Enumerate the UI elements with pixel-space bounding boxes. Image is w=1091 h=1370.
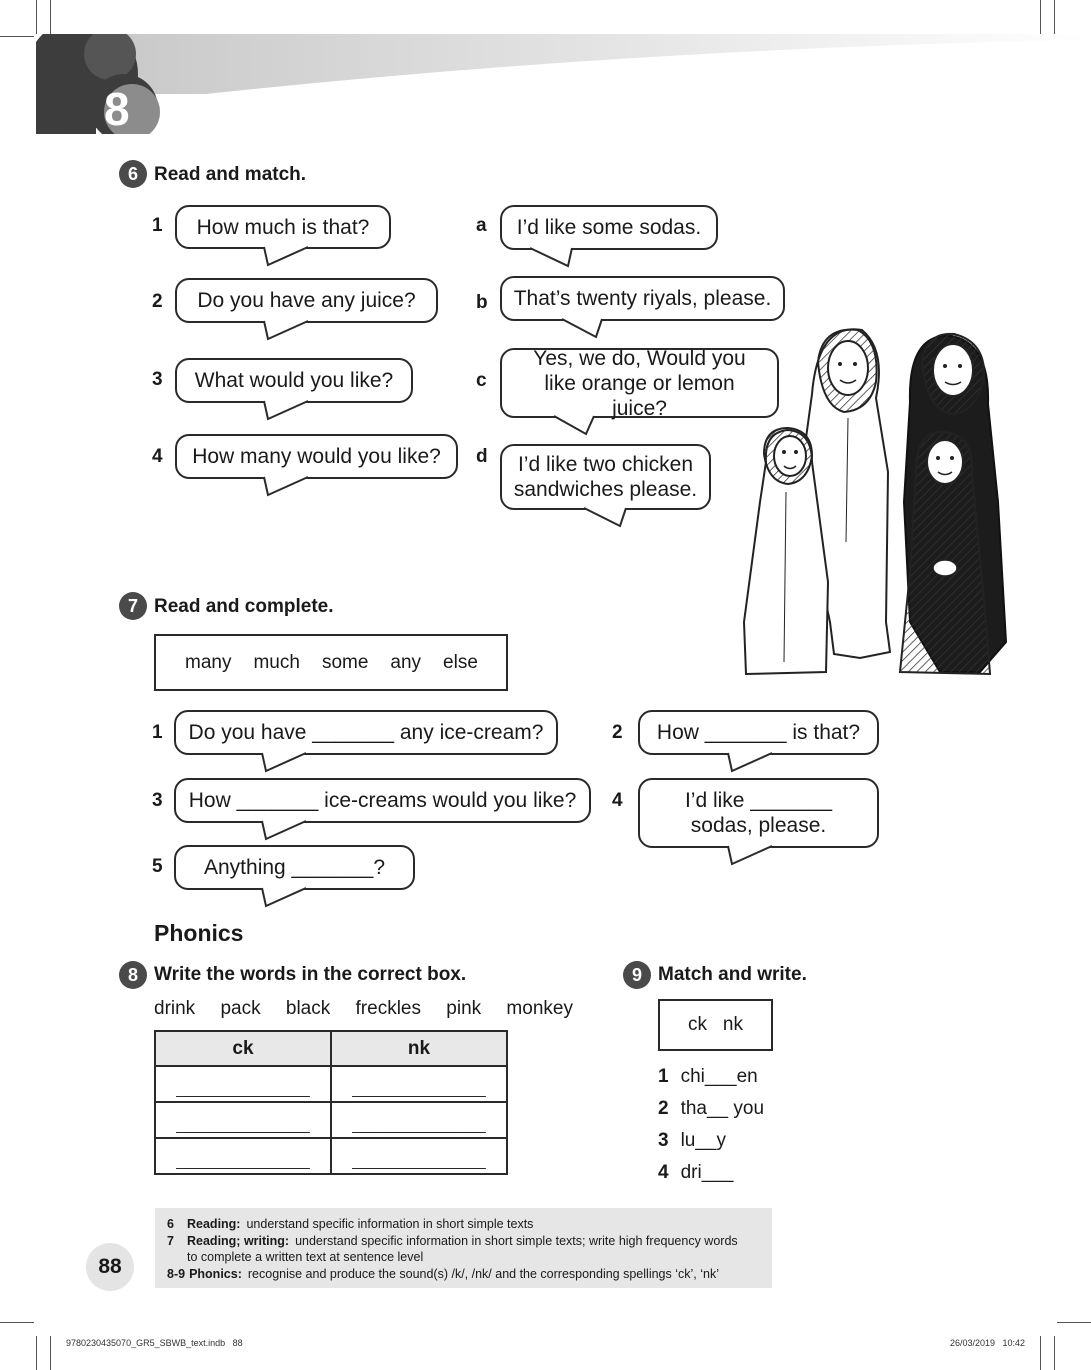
bubble-text: I’d like _______ sodas, please. [684, 789, 833, 837]
word: pack [220, 998, 261, 1019]
bubble-tail [260, 820, 310, 842]
header-band [36, 34, 1091, 134]
family-illustration [740, 322, 1010, 684]
match-item: 3 lu__y [658, 1130, 726, 1151]
page-number: 88 [86, 1243, 134, 1291]
match-item: 2 tha__ you [658, 1098, 765, 1119]
spelling-box [658, 999, 773, 1051]
exercise-8-badge: 8 [119, 961, 147, 989]
question-number: 4 [152, 446, 163, 467]
item-number: 2 [612, 722, 623, 743]
word: any [390, 651, 422, 673]
item-number: 3 [152, 790, 163, 811]
word-box [154, 634, 508, 691]
item-number: 4 [612, 790, 623, 811]
bubble-tail [262, 246, 312, 268]
bubble-tail [262, 320, 312, 342]
answer-cell[interactable]: ________________ [155, 1102, 331, 1138]
word: freckles [355, 998, 421, 1019]
bubble-tail [528, 247, 578, 269]
bubble-text: What would you like? [194, 369, 394, 392]
answer-cell[interactable]: ________________ [331, 1102, 507, 1138]
speech-bubble [174, 710, 558, 755]
answer-letter: a [476, 215, 487, 236]
exercise-9-badge: 9 [623, 961, 651, 989]
word: monkey [506, 998, 573, 1019]
crop-mark [50, 0, 51, 34]
bubble-tail [262, 400, 312, 422]
bubble-tail [262, 476, 312, 498]
item-number: 5 [152, 856, 163, 877]
bubble-text: How _______ ice-creams would you like? [188, 789, 577, 812]
column-header: ck [155, 1031, 331, 1066]
match-item: 1 chi___en [658, 1066, 758, 1087]
crop-mark [36, 1336, 37, 1370]
bubble-text: I’d like some sodas. [516, 216, 702, 239]
word: many [185, 651, 232, 673]
crop-mark [1054, 0, 1055, 34]
objectives-box [155, 1208, 772, 1288]
objective-line: to complete a written text at sentence level [187, 1250, 424, 1264]
bubble-text: That’s twenty riyals, please. [513, 287, 772, 310]
speech-bubble [638, 710, 879, 755]
word: black [285, 998, 331, 1019]
bubble-text: How _______ is that? [656, 721, 861, 744]
bubble-text: Yes, we do, Would you like orange or lemon juice? [533, 346, 746, 420]
speech-bubble [500, 348, 779, 418]
speech-bubble [175, 278, 438, 323]
speech-bubble [174, 845, 415, 890]
speech-bubble [175, 205, 391, 249]
objective-line: 7 Reading; writing: understand specific information in short simple texts; write high frequency words [167, 1234, 738, 1248]
answer-letter: d [476, 446, 488, 467]
answer-cell[interactable]: ________________ [331, 1138, 507, 1174]
bubble-tail [582, 507, 632, 529]
speech-bubble [175, 434, 458, 479]
exercise-6-title: Read and match. [154, 164, 307, 185]
bubble-text: Anything _______? [204, 856, 385, 879]
match-item: 4 dri___ [658, 1162, 734, 1183]
bubble-text: Do you have _______ any ice-cream? [188, 721, 544, 744]
question-number: 1 [152, 215, 163, 236]
word: drink [154, 998, 196, 1019]
bubble-text: How many would you like? [192, 445, 441, 468]
exercise-8-title: Write the words in the correct box. [154, 964, 467, 985]
speech-bubble [500, 444, 711, 510]
answer-cell[interactable]: ________________ [155, 1138, 331, 1174]
question-number: 3 [152, 369, 163, 390]
crop-mark [1040, 1336, 1041, 1370]
speech-bubble [175, 358, 413, 403]
bubble-tail [726, 752, 776, 774]
word: else [443, 651, 478, 673]
phonics-heading: Phonics [154, 920, 244, 946]
speech-bubble [174, 778, 591, 823]
column-header: nk [331, 1031, 507, 1066]
question-number: 2 [152, 291, 163, 312]
objective-line: 6 Reading: understand specific information in short simple texts [167, 1217, 534, 1231]
crop-mark [1054, 1336, 1055, 1370]
exercise-7-badge: 7 [119, 592, 147, 620]
file-slug: 9780230435070_GR5_SBWB_text.indb 88 [66, 1338, 243, 1348]
unit-number: 8 [104, 83, 130, 135]
speech-bubble [500, 276, 785, 321]
crop-mark [1040, 0, 1041, 34]
crop-mark [36, 0, 37, 34]
word: some [321, 651, 369, 673]
word: pink [446, 998, 482, 1019]
exercise-9-title: Match and write. [658, 964, 807, 985]
crop-mark [0, 36, 34, 37]
exercise-7-title: Read and complete. [154, 596, 334, 617]
bubble-text: I’d like two chicken sandwiches please. [513, 453, 698, 501]
crop-mark [0, 1322, 34, 1323]
crop-mark [1057, 1322, 1091, 1323]
item-number: 1 [152, 722, 163, 743]
bubble-tail [260, 887, 310, 909]
answer-cell[interactable]: ________________ [331, 1066, 507, 1102]
speech-bubble [638, 778, 879, 848]
sorting-table [154, 1030, 508, 1175]
exercise-6-badge: 6 [119, 160, 147, 188]
bubble-tail [552, 415, 602, 437]
answer-letter: c [476, 370, 487, 391]
spelling-options: ck nk [688, 1014, 743, 1035]
objective-line: 8-9 Phonics: recognise and produce the sound(s) /k/, /nk/ and the corresponding spellings ‘ck’, ‘nk’ [167, 1267, 719, 1281]
bubble-text: Do you have any juice? [197, 289, 416, 312]
crop-mark [50, 1336, 51, 1370]
word-list [154, 998, 593, 1020]
answer-letter: b [476, 292, 488, 313]
answer-cell[interactable]: ________________ [155, 1066, 331, 1102]
bubble-tail [560, 318, 610, 340]
bubble-tail [726, 845, 776, 867]
date-slug: 26/03/2019 10:42 [950, 1338, 1026, 1348]
word: much [253, 651, 300, 673]
bubble-tail [260, 752, 310, 774]
speech-bubble [500, 205, 718, 250]
bubble-text: How much is that? [196, 215, 370, 239]
